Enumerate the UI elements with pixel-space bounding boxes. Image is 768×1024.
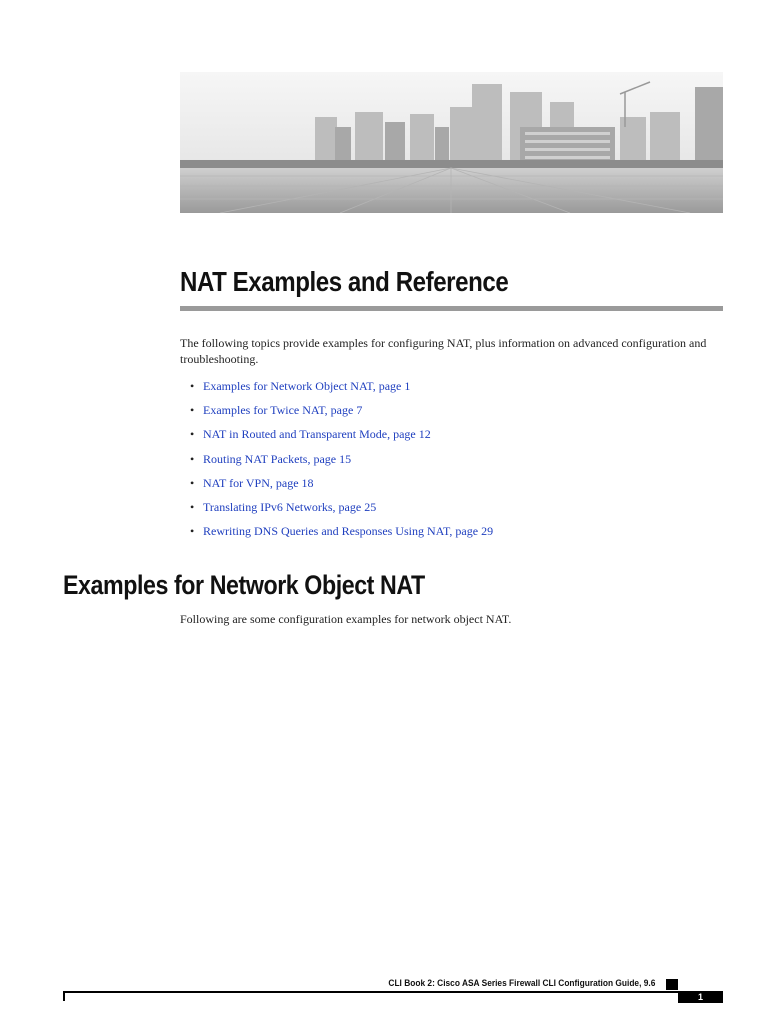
topic-list-item xyxy=(190,451,493,475)
topic-list-item xyxy=(190,426,493,450)
footer-rule xyxy=(63,991,678,993)
topic-link-network-object-nat[interactable]: Examples for Network Object NAT, page 1 xyxy=(203,379,411,393)
city-skyline-banner-image xyxy=(180,72,723,213)
topic-list-item xyxy=(190,499,493,523)
bullet-icon: • xyxy=(190,403,195,418)
topic-link-twice-nat[interactable]: Examples for Twice NAT, page 7 xyxy=(203,403,363,418)
chapter-title: NAT Examples and Reference xyxy=(180,266,509,297)
footer-corner-tick xyxy=(63,991,65,1001)
topic-list-item xyxy=(190,475,493,499)
footer-book-title: CLI Book 2: Cisco ASA Series Firewall CLI Configuration Guide, 9.6 xyxy=(388,978,655,989)
topic-link-routing-nat-packets[interactable]: Routing NAT Packets, page 15 xyxy=(203,451,352,466)
topic-link-nat-for-vpn[interactable]: NAT for VPN, page 18 xyxy=(203,475,314,490)
topic-link-translating-ipv6[interactable]: Translating IPv6 Networks, page 25 xyxy=(203,499,377,514)
bullet-icon: • xyxy=(190,427,195,442)
topic-link-routed-transparent-mode[interactable]: NAT in Routed and Transparent Mode, page 12 xyxy=(203,427,431,442)
bullet-icon: • xyxy=(190,524,195,539)
footer-marker xyxy=(666,979,678,990)
section-title: Examples for Network Object NAT xyxy=(63,570,425,600)
bullet-icon: • xyxy=(190,379,195,393)
topic-list-item xyxy=(190,378,493,402)
title-underline-rule xyxy=(180,306,723,311)
chapter-topic-list xyxy=(190,378,493,547)
bullet-icon: • xyxy=(190,475,195,490)
bullet-icon: • xyxy=(190,499,195,514)
section-intro-text: Following are some configuration examples for network object NAT. xyxy=(180,612,512,626)
topic-link-rewriting-dns[interactable]: Rewriting DNS Queries and Responses Using NAT, page 29 xyxy=(203,524,494,539)
topic-list-item xyxy=(190,402,493,426)
bullet-icon: • xyxy=(190,451,195,466)
topic-list-item xyxy=(190,523,493,547)
chapter-intro-text: The following topics provide examples for configuring NAT, plus information on advanced configuration and troubleshooting. xyxy=(180,336,707,366)
page-number: 1 xyxy=(678,991,723,1003)
